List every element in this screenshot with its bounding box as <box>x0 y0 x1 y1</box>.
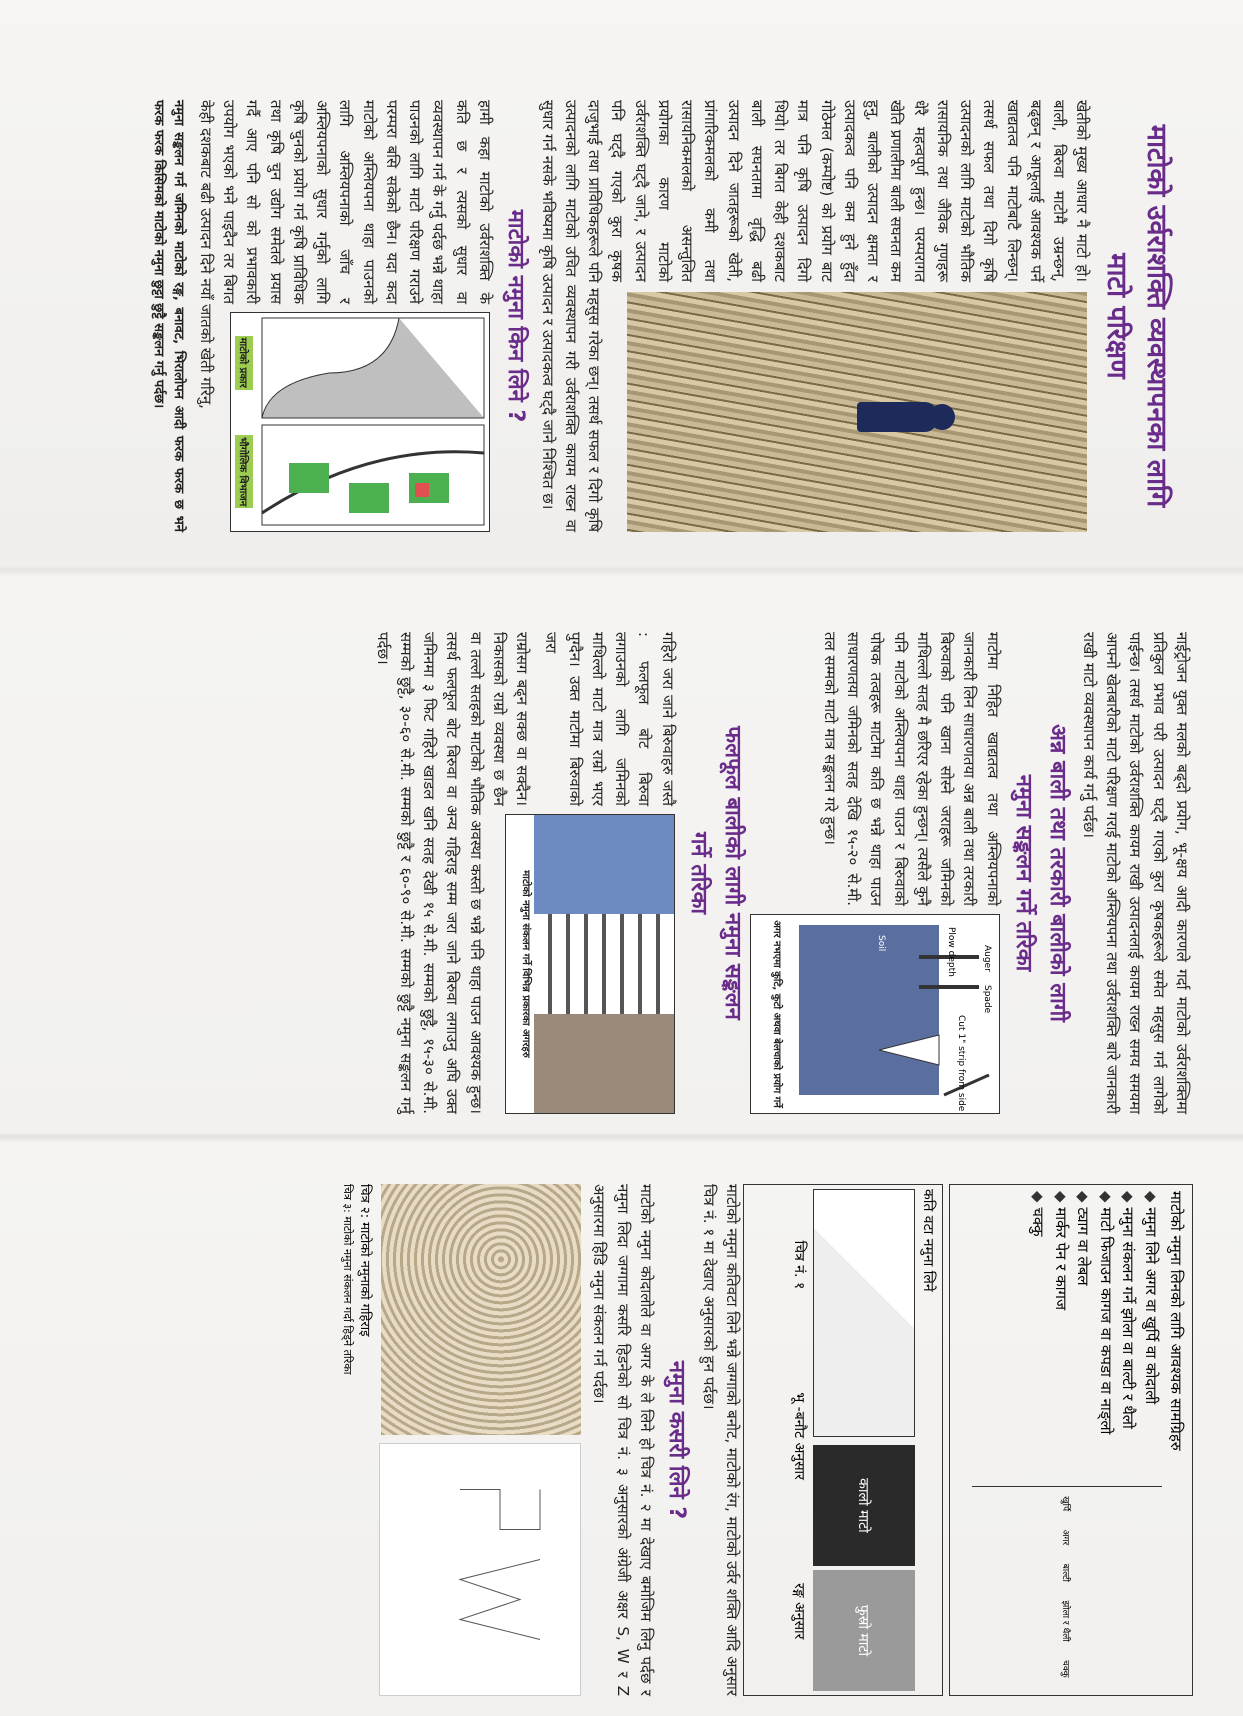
grey-soil-box: फुस्रो माटो <box>813 1570 915 1691</box>
cereal-subheading: नमुना सङ्कलन गर्ने तरिका <box>1011 774 1037 972</box>
cereal-heading: अन्न बाली तथा तरकारी बालीको लागी <box>1044 724 1070 1022</box>
fig2-caption: चित्र २: माटोको नमुनाको गहिराइ <box>357 1184 373 1337</box>
tool-label: खुर्पि <box>1060 1496 1071 1512</box>
tool-label: अगर <box>1060 1529 1071 1546</box>
how-sample-heading: नमुना कसरी लिने ? <box>664 1360 690 1520</box>
main-title: माटोको उर्वराशक्ति व्यवस्थापनका लागि <box>1141 124 1172 508</box>
material-item: ◆ नमुना संकलन गर्ने झोला वा बाल्टी र थैलो <box>1117 1191 1140 1491</box>
tool-label: झोला र थैली <box>1060 1600 1071 1642</box>
main-subtitle: माटो परिक्षण <box>1101 253 1133 379</box>
geographic-division-label: भौगोलिक विभाजन <box>235 435 253 508</box>
fig1-number: चित्र नं. १ <box>791 1240 807 1290</box>
soil-type-label: माटोको प्रकार <box>235 336 253 390</box>
soil-division-figure <box>257 313 489 531</box>
swz-pattern <box>380 1444 580 1695</box>
by-color-label: रङ्ग अनुसार <box>791 1583 807 1640</box>
material-item: ◆ मार्कर पेन र कागज <box>1050 1191 1073 1491</box>
panel-how-to-sample <box>0 1144 1243 1716</box>
auger-tools-figure <box>505 814 675 1114</box>
materials-list <box>1027 1191 1162 1491</box>
by-landform-label: भू -बनौट अनुसार <box>791 1392 807 1480</box>
nitrogen-paragraph: नाईट्रोजन युक्त मलको बढ्दो प्रयोग, भू-क्षय आदी कारणले गर्दा माटोको उर्वराशक्तिमा प्रतिकुल प्रभाव परी उत्पादन घट्दै गएको कुरा कृषकहरूले समेत महसुस गर्न लागेको पाईन्छ। तसर्थ माटोको उर्वराशक्ति कायम राखी उत्पादनलाई कायम राख्न समय समयमा आफ्नो खेतबारीको माटो परिक्षण गराई माटोको अम्लियपना तथा उर्वराशक्ति बारे जानकारी राखी माटो व्यवस्थापन कार्य गर्नु पर्दछ। <box>1080 632 1191 1114</box>
field-sampling-photo <box>628 292 1088 532</box>
soil-type-diagram <box>230 312 490 532</box>
auger-figure-caption: माटोको नमुना संकलन गर्ने विभिन्न प्रकारका अगरहरु <box>519 870 531 1058</box>
how-many-paragraph: माटोको नमुना कतिवटा लिने भन्ने जग्गाको बनोट, माटोको रंग, माटोको उर्वर शक्ति आदि अनुसार चित्र नं. १ मा देखाए अनुसारको हुन पर्दछ। <box>699 1184 741 1696</box>
fig3-caption: चित्र ३: माटोको नमुना संकलन गर्दा हिड्ने तरिका <box>341 1184 355 1375</box>
tool-label: चक्कु <box>1060 1660 1071 1678</box>
walking-pattern-diagram <box>379 1443 581 1696</box>
why-sample-heading: माटोको नमुना किन लिने ? <box>503 209 529 423</box>
plow-depth-figure <box>750 914 1000 1114</box>
fruit-heading: फलफूल बालीको लागी नमुना सङ्कलन <box>719 726 745 1020</box>
material-item: ◆ नमुना लिने अगर वा खुर्पि वा कोदाली <box>1140 1191 1163 1491</box>
fruit-subheading: गर्ने तरिका <box>686 831 712 915</box>
spade-label: Spade <box>981 985 992 1014</box>
panel-soil-fertility <box>0 0 1243 572</box>
fruit-paragraph-1: गहिरो जरा जाने बिरुवाहरु जस्तै : फलफूल बोट बिरुवा लगाउनको लागि जमिनको माथिल्लो माटो मात्र राम्रो भएर पुग्दैन। उक्त माटोमा बिरुवाको जरा <box>542 632 677 806</box>
tools-illustration <box>972 1486 1162 1687</box>
black-soil-box: कालो माटो <box>813 1445 915 1566</box>
materials-heading: माटोको नमुना लिनको लागि आवश्यक सामग्रिहरु <box>1167 1191 1185 1451</box>
cereal-paragraph: माटोमा निहित खाद्यतत्व तथा अम्लियपनाको जानकारी लिन साधारणतया अन्न बाली तथा तरकारी बिरुवाको पनि खाना सोस्ने जराहरू जमिनको माथिल्लो सतह मै छरिएर रहेका हुन्छन्। त्यसैले कुनै पनि माटोको अम्लियपना थाहा पाउन र बिरुवाको पोषक तत्वहरू माटोमा कति छ भन्ने थाहा पाउन साधारणतया जमिनको सतह देखि १५-२० से.मी. तल सम्मको माटो मात्र सङ्कलन गरे हुन्छ। <box>821 632 1002 906</box>
material-item: ◆ माटो फिजाउन कागज वा कपडा वा नाङ्लो <box>1095 1191 1118 1491</box>
auger-label: Auger <box>981 945 992 972</box>
how-sample-paragraph: माटोको नमुना कोदालोले वा अगर के ले लिने हो चित्र नं. २ मा देखाए बमोजिम लिनु पर्दछ र नमुना लिदा जग्गामा कसरि हिडनेको सो चित्र नं. ३ अनुसारको अंग्रेजी अक्षर S, W र Z अनुसारमा हिडि नमुना संकलन गर्न पर्दछ। <box>590 1184 655 1696</box>
sampling-depth-illustration <box>381 1184 581 1435</box>
intro-paragraph: खेतीको मुख्य आधार नै माटो हो। बाली, बिरुवा माटोमै उम्रन्छन्, बढ्छन् र आफूलाई आवश्यक पर्ने खाद्यतत्व पनि माटोबाटै लिन्छन्। तसर्थ सफल तथा दिगो कृषि उत्पादनको लागि माटोको भौतिक रासायनिक तथा जैविक गुणहरू धेरै महत्वपूर्ण हुन्छ। परम्परागत खेति प्रणालीमा बाली सघनता कम हुनु, बालीको उत्पादन क्षमता र उत्पादकत्व पनि कम हुने हुँदा गोठेमल (कम्पोष्ट) को प्रयोग बाट मात्र पनि कृषि उत्पादन दिगो थियो। तर बिगत केही दशकबाट बाली सघनतामा वृद्धि बढी उत्पादन दिने जातहरूको खेती, प्रांगारिकमलको कमी तथा रासायनिकमलको असन्तुलित प्रयोगका कारण माटोको उर्वराशक्ति घट्दै जाने, र उत्पादन पनि घट्दै गएको कुरा कृषक दाजुभाई तथा प्राविधिकहरूले पनि महसुस गरेका छन्। तसर्थ सफल र दिगो कृषि उत्पादनको लागि माटोको उचित व्यवस्थापन गरी उर्वराशक्ति कायम राख्न वा सुधार गर्न नसके भविष्यमा कृषि उत्पादन र उत्पादकत्व घट्दै जाने निश्चित छ। <box>538 100 1092 532</box>
material-item: ◆ ट्याग वा लेबल <box>1072 1191 1095 1491</box>
materials-box <box>949 1184 1193 1696</box>
soil-label: Soil <box>875 935 886 952</box>
why-sample-paragraph: हामी कहा माटोको उर्वराशक्ति के कति छ र त्यसको सुधार वा व्यवस्थापन गर्न के गर्नु पर्दछ भन्ने थाहा पाउनको लागि माटो परिक्षण गराउने परम्परा बसि सकेको छैन। यदा कदा माटोको अम्लियपना थाहा पाउनको लागि अम्लियपनाको जाँच र अम्लियपनाको सुधार गर्नुको लागि कृषि चुनको प्रयोग गर्न कृषि प्राविधिक तथा कृषि चुन उद्योग समेतले प्रयास गर्दै आए पनि सो को प्रभावकारी उपयोग भएको भने पाइदैन तर बिगत केही दशकबाट बढी उत्पादन दिने नयाँ जातको खेती गरिनु, <box>197 100 494 409</box>
fruit-paragraph-2: राम्रोसग बढ्न सक्छ वा सक्दैन। निकासको राम्रो व्यवस्था छ छैन वा तल्लो सतहको माटोको भौतिक अवस्था कस्तो छ भन्ने पनि थाहा पाउन आवश्यक हुन्छ। तसर्थ फलफूल बोट बिरुवा वा अन्य गहिराइ सम्म जरा जाने बिरुवा लगाउनु अघि उक्त जमिनमा ३ फिट गहिरो खाडल खनि सतह देखी १५ से.मी. सम्मको छुट्टै, १५-३० से.मी. सम्मको छुट्टै, ३०-६० से.मी. सम्मको छुट्टै र ६०-९० से.मी. सम्मको छुट्टै नमुना सङ्कलन गर्नु पर्दछ। <box>373 632 532 1114</box>
sampling-note: नमुना सङ्कलन गर्न जमिनको माटोको रङ्ग, बनावट, भिरालोपन आदी फरक फरक छ भने फरक फरक किसिमको माटोको नमुना छुट्टा छुट्टै सङ्कलन गर्नु पर्दछ। <box>150 100 186 532</box>
plow-depth-label: Plow depth <box>945 927 956 977</box>
landform-diagram <box>813 1189 915 1437</box>
material-item: ◆ चक्कु <box>1027 1191 1050 1491</box>
how-many-box <box>743 1184 943 1696</box>
plow-depth-diagram <box>789 915 999 1113</box>
auger-photo-1 <box>534 815 674 914</box>
tool-label: बाल्टी <box>1060 1563 1071 1582</box>
how-many-heading: कति वटा नमुना लिने <box>920 1189 936 1292</box>
plow-figure-caption: अगर नभएमा कुटि, कुटो अथवा बेलचाको प्रयोग गर्ने <box>770 920 782 1108</box>
cut-strip-label: Cut 1" strip from side <box>955 1015 966 1112</box>
panel-sampling-method <box>0 572 1243 1144</box>
auger-photo-2 <box>534 914 674 1013</box>
auger-photo-3 <box>534 1014 674 1113</box>
